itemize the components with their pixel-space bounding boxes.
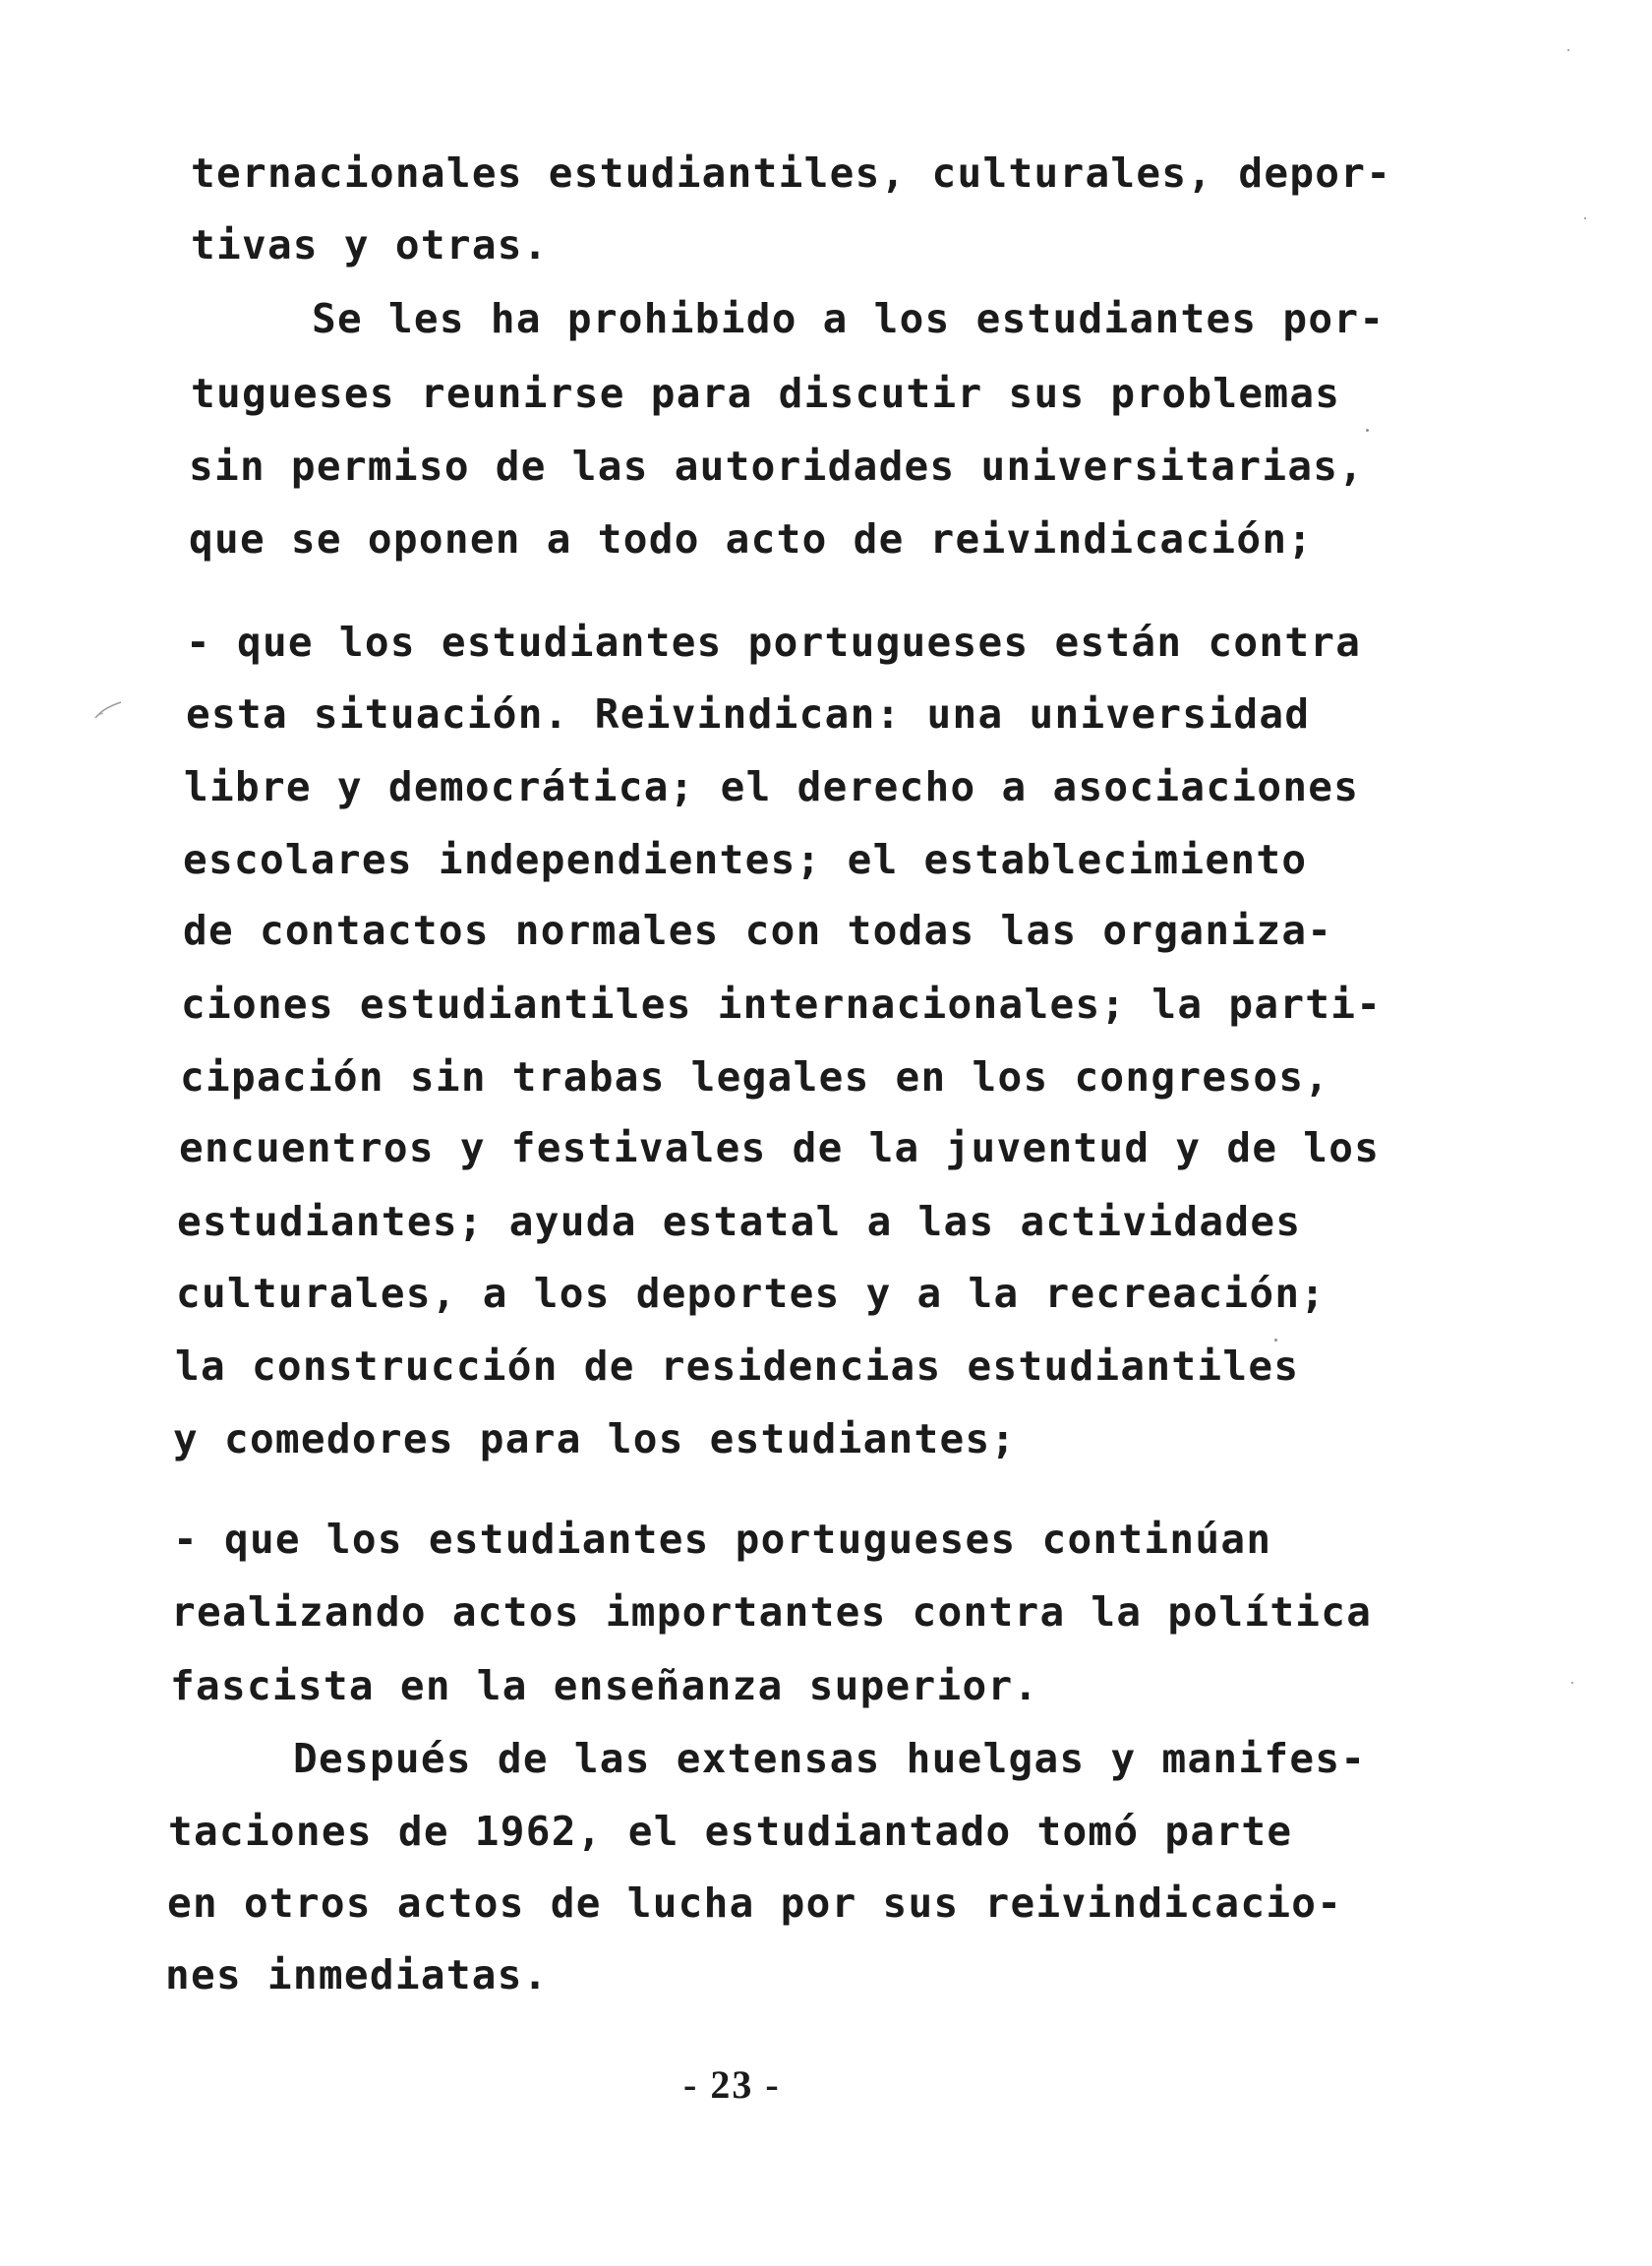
page-number: - 23 - — [683, 2062, 781, 2107]
text-line: encuentros y festivales de la juventud y de los — [179, 1124, 1381, 1171]
scan-speck — [1571, 1682, 1573, 1684]
text-line: la construcción de residencias estudiantiles — [175, 1342, 1300, 1390]
text-line: libre y democrática; el derecho a asociaciones — [184, 763, 1360, 810]
text-line: nes inmediatas. — [165, 1951, 549, 1998]
text-line: culturales, a los deportes y a la recreación; — [176, 1270, 1327, 1317]
text-line: - que los estudiantes portugueses continúan — [173, 1516, 1272, 1563]
text-line: Se les ha prohibido a los estudiantes por- — [312, 295, 1386, 342]
text-line: escolares independientes; el establecimiento — [183, 836, 1308, 883]
margin-mark-icon — [92, 694, 124, 722]
text-line: sin permiso de las autoridades universitarias, — [189, 443, 1365, 490]
scan-speck — [1567, 49, 1569, 51]
text-line: taciones de 1962, el estudiantado tomó parte — [168, 1808, 1293, 1855]
text-line: ternacionales estudiantiles, culturales, depor- — [191, 149, 1392, 197]
text-line: en otros actos de lucha por sus reivindicacio- — [167, 1879, 1343, 1927]
scan-speck — [1274, 1339, 1277, 1342]
scan-speck — [1366, 429, 1369, 432]
text-line: ciones estudiantiles internacionales; la parti- — [181, 981, 1383, 1028]
text-line: Después de las extensas huelgas y manifes- — [293, 1735, 1367, 1782]
text-line: - que los estudiantes portugueses están contra — [186, 619, 1362, 666]
text-line: de contactos normales con todas las organiza- — [183, 907, 1333, 954]
text-line: tivas y otras. — [191, 221, 549, 268]
text-line: que se oponen a todo acto de reivindicación; — [189, 515, 1314, 563]
text-line: y comedores para los estudiantes; — [173, 1415, 1017, 1462]
text-line: estudiantes; ayuda estatal a las actividades — [177, 1198, 1302, 1245]
scan-speck — [1584, 217, 1586, 219]
text-line: esta situación. Reivindican: una universidad — [186, 690, 1311, 738]
text-line: realizando actos importantes contra la política — [171, 1588, 1373, 1636]
text-line: cipación sin trabas legales en los congresos, — [180, 1053, 1330, 1101]
text-line: fascista en la enseñanza superior. — [170, 1662, 1039, 1709]
text-line: tugueses reunirse para discutir sus problemas — [191, 370, 1341, 417]
